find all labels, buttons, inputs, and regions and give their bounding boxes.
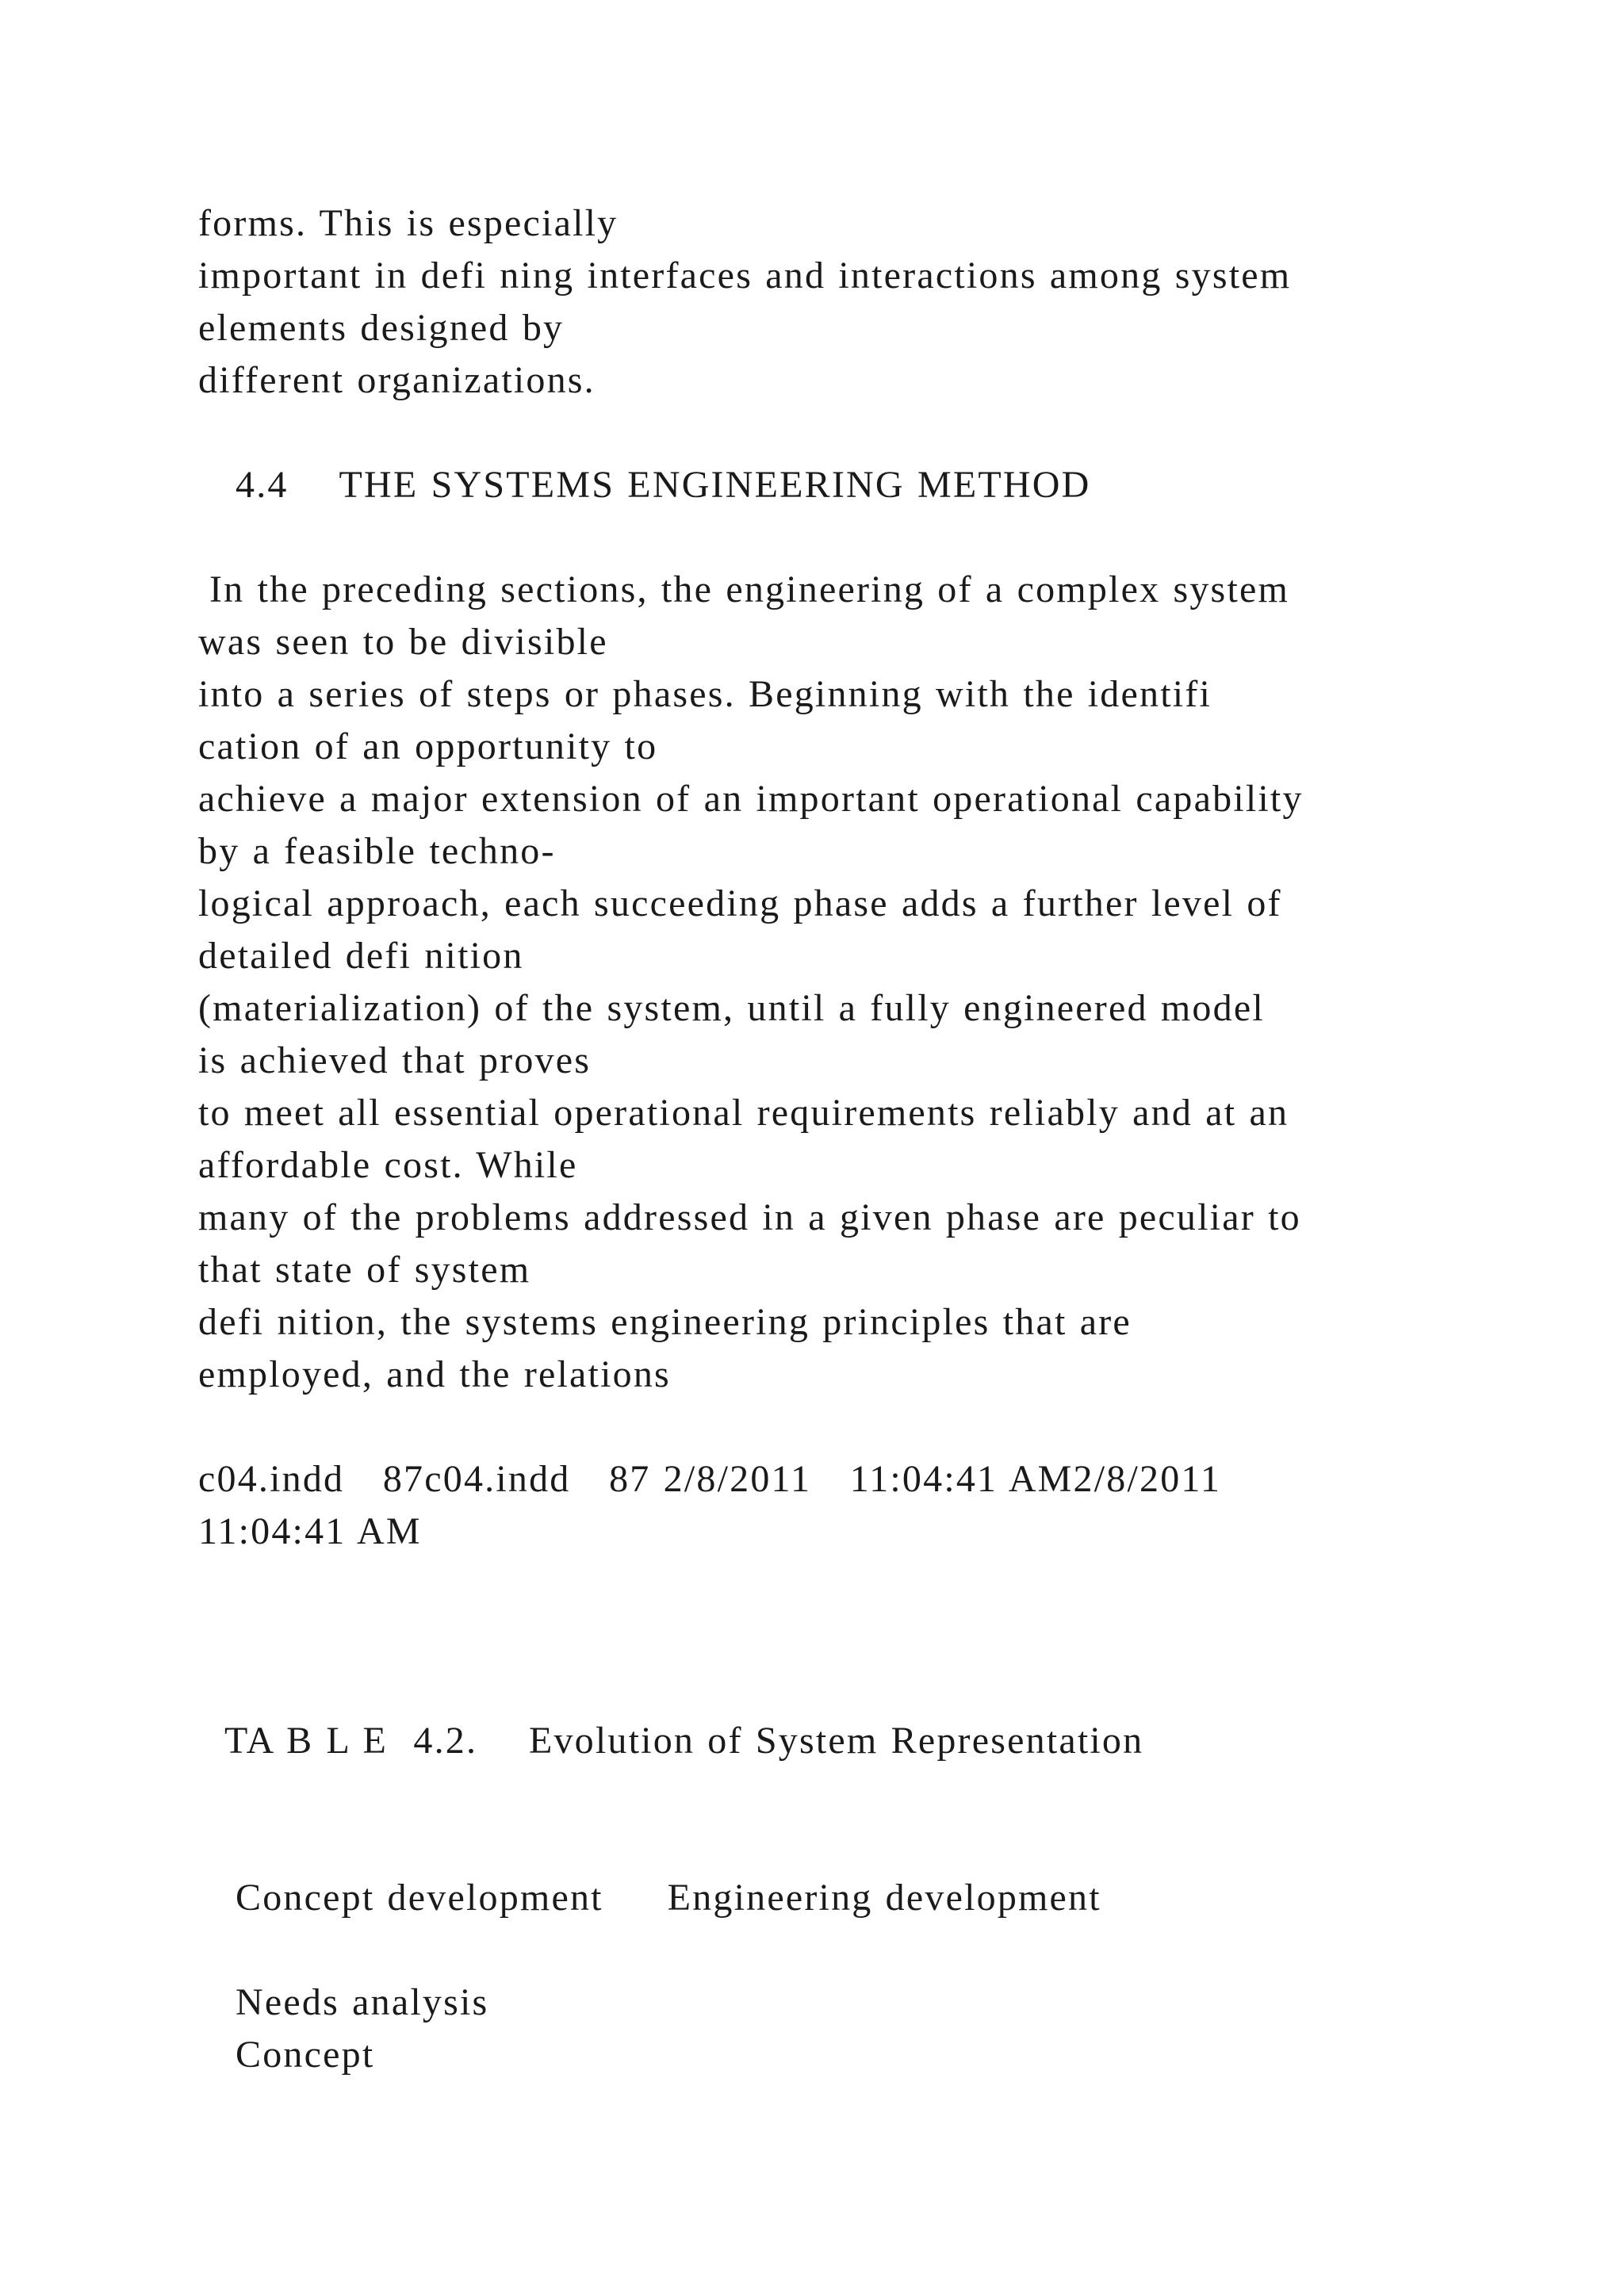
- table-caption: TA B L E 4.2. Evolution of System Representation: [224, 1720, 1144, 1762]
- paragraph-line: different organizations.: [198, 359, 596, 401]
- paragraph-line: is achieved that proves: [198, 1039, 592, 1081]
- paragraph-line: defi nition, the systems engineering principles that are: [198, 1301, 1132, 1343]
- paragraph-line: In the preceding sections, the engineering of a complex system: [209, 568, 1290, 610]
- paragraph-line: many of the problems addressed in a given phase are peculiar to: [198, 1196, 1301, 1238]
- paragraph-line: was seen to be divisible: [198, 621, 608, 663]
- paragraph-line: into a series of steps or phases. Beginning with the identifi: [198, 673, 1212, 715]
- print-slug-line: 11:04:41 AM: [198, 1510, 422, 1552]
- section-heading: 4.4 THE SYSTEMS ENGINEERING METHOD: [236, 464, 1091, 506]
- paragraph-line: important in defi ning interfaces and interactions among system: [198, 254, 1292, 297]
- paragraph-line: (materialization) of the system, until a fully engineered model: [198, 987, 1265, 1029]
- paragraph-line: elements designed by: [198, 307, 565, 349]
- table-row: Concept: [236, 2034, 375, 2076]
- paragraph-line: logical approach, each succeeding phase adds a further level of: [198, 882, 1282, 924]
- table-header: Concept development Engineering development: [236, 1877, 1101, 1919]
- paragraph-line: detailed defi nition: [198, 935, 524, 977]
- paragraph-line: by a feasible techno-: [198, 830, 556, 872]
- paragraph-line: that state of system: [198, 1249, 531, 1291]
- paragraph-line: affordable cost. While: [198, 1144, 578, 1186]
- paragraph-line: to meet all essential operational requirements reliably and at an: [198, 1092, 1289, 1134]
- paragraph-line: achieve a major extension of an important operational capability: [198, 778, 1304, 820]
- paragraph-line: employed, and the relations: [198, 1353, 671, 1395]
- paragraph-line: cation of an opportunity to: [198, 725, 658, 767]
- print-slug-line: c04.indd 87c04.indd 87 2/8/2011 11:04:41 AM2/8/2011: [198, 1458, 1222, 1500]
- table-row: Needs analysis: [236, 1981, 489, 2023]
- paragraph-line: forms. This is especially: [198, 202, 619, 244]
